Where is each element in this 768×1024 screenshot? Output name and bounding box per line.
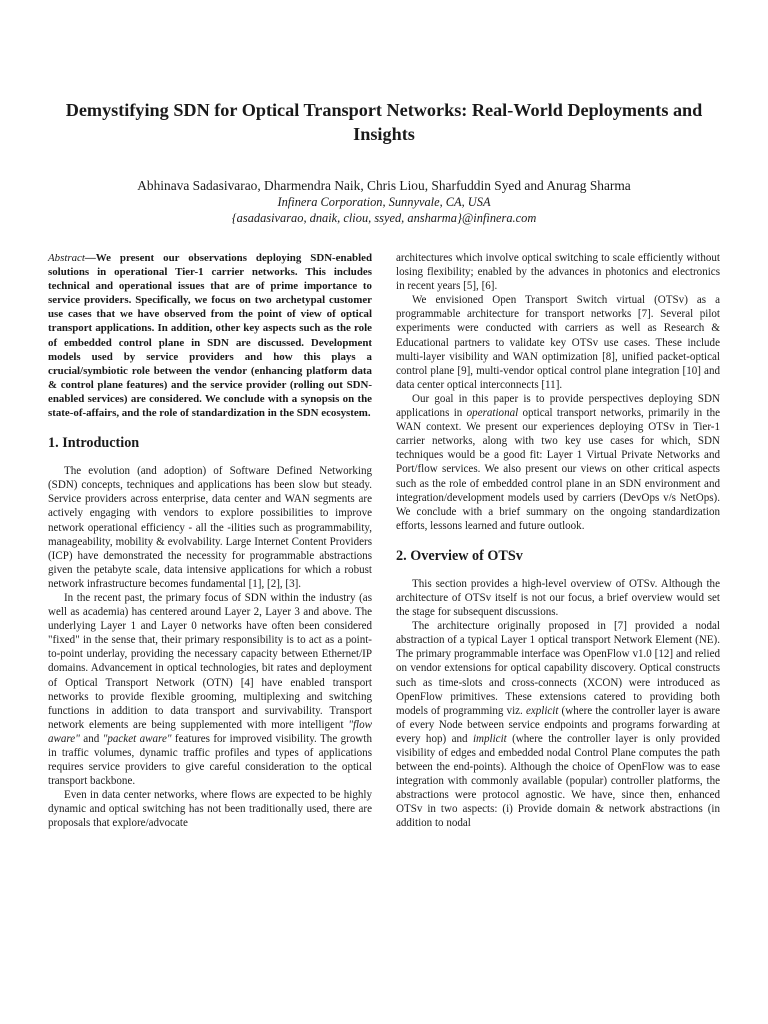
author-list: Abhinava Sadasivarao, Dharmendra Naik, Chris Liou, Sharfuddin Syed and Anurag Sharma (137, 178, 631, 193)
intro-p2-flow-aware: "flow aware" (48, 718, 372, 745)
otsv-p2-text-e: (where the controller layer is only provided visibility of edges and embedded nodal Control Plane computes the path between the end-points). Although the choice of OpenFlow was to ease integration with commonly available (popular) controller platforms, the abstractions were protocol agnostic. We have, since then, enhanced OTSv in two aspects: (i) Provide domain & network abstractions (in addition to nodal (396, 732, 720, 830)
abstract-text: —We present our observations deploying SDN-enabled solutions in operational Tier-1 carrier networks. This includes technical and operational issues that are of prime importance to service providers. Specifically, we focus on two archetypal customer use cases that we have observed from the point of view of optical transport applications. In addition, other key aspects such as the role of embedded control plane in SDN are discussed. Development models used by service providers and how this plays a crucial/symbiotic role between the vendor (enhancing platform data & control plane features) and the service provider (rolling out SDN-enabled services) are considered. We conclude with a synopsis on the state-of-affairs, and the role of standardization in the SDN ecosystem. (48, 252, 372, 420)
intro-continuation-paragraph: architectures which involve optical switching to scale efficiently without losing flexibility; enabled by the advances in photonics and electronics in recent years [5], [6]. (396, 252, 720, 293)
otsv-p2-implicit: implicit (472, 732, 507, 745)
intro-p2-text-c: and (79, 732, 103, 745)
intro-p2-text-e: features for improved visibility. The growth in traffic volumes, dynamic traffic profiles and types of applications requires service providers to give careful consideration to the optical transport backbone. (48, 732, 372, 788)
otsv-paragraph-2 (396, 619, 720, 830)
right-column (396, 251, 720, 831)
left-column (48, 251, 372, 831)
section-heading-overview-otsv: 2. Overview of OTSv (396, 547, 523, 564)
affiliation: Infinera Corporation, Sunnyvale, CA, USA (277, 195, 491, 209)
otsv-p2-explicit: explicit (525, 704, 559, 717)
goal-text-c: optical transport networks, primarily in the WAN context. We present our experiences deploying OTSv in Tier-1 carrier networks, along with two key use cases for which, SDN techniques would be a good fit: Layer 1 Virtual Private Networks and Port/flow services. We also present our views on other critical aspects such as the role of embedded control plane in an SDN environment and integration/development models used by carriers (DevOps v/s NetOps). We conclude with a brief summary on the ongoing standardization efforts, lessons learned and future outlook. (396, 407, 720, 532)
paper-title: Demystifying SDN for Optical Transport Networks: Real-World Deployments and Insights (65, 100, 703, 144)
otsv-paragraph-1: This section provides a high-level overview of OTSv. Although the architecture of OTSv itself is not our focus, a brief overview would set the stage for subsequent discussions. (396, 577, 720, 619)
otsv-p2-text-a: The architecture originally proposed in [7] provided a nodal abstraction of a typical Layer 1 optical transport Network Element (NE). The primary programmable interface was OpenFlow v1.0 [12] and relied on vendor extensions for optical capability discovery. Optical constructs such as time-slots and cross-connects (XCON) were introduced as OpenFlow primitives. These extensions catered to providing both models of programming viz. (396, 620, 720, 717)
goal-operational: operational (466, 407, 519, 420)
abstract-lead: Abstract (48, 252, 85, 264)
section-heading-introduction: 1. Introduction (48, 435, 140, 452)
goal-paragraph (396, 392, 720, 533)
otsv-p2-text-c: (where the controller layer is aware of every Node between service endpoints and programs forwarding at every hop) and (396, 704, 720, 745)
intro-p2-text-a: In the recent past, the primary focus of SDN within the industry (as well as academia) has centered around Layer 2, Layer 3 and above. The underlying Layer 1 and Layer 0 networks have often been considered "fixed" in the sense that, their primary responsibility is to act as a point-to-point underlay, providing the necessary capacity between Ethernet/IP domains. Advancement in optical technologies, bit rates and deployment of Optical Transport Network (OTN) [4] have enabled transport networks to provide flexible grooming, multiplexing and switching functions in addition to data transport and survivability. Transport network elements are being supplemented with more intelligent (48, 591, 372, 731)
intro-paragraph-2 (48, 591, 372, 788)
otsv-envisioned-paragraph: We envisioned Open Transport Switch virtual (OTSv) as a programmable architecture for transport networks [7]. Several pilot experiments were conducted with carriers as well as Research & Educational partners to validate key OTSv use cases. These include multi-layer visibility and WAN optimization [8], unified packet-optical control plane [9], multi-vendor optical control plane integration [10] and data center optical interconnects [11]. (396, 294, 720, 391)
intro-paragraph-1: The evolution (and adoption) of Software Defined Networking (SDN) concepts, techniques and applications has been slow but steady. Service providers across enterprise, data center and WAN segments are actively engaging with vendors to explore possibilities to improve network operational efficiency - all the -ilities such as programmability, manageability, mobility & evolvability. Large Internet Content Providers (ICP) have demonstrated the necessity for programmable abstractions given the petabyte scale, data intensive applications for which a robust network infrastructure becomes fundamental [1], [2], [3]. (48, 465, 372, 590)
author-emails: {asadasivarao, dnaik, cliou, ssyed, ansharma}@infinera.com (231, 211, 537, 225)
intro-p2-packet-aware: "packet aware" (102, 732, 172, 745)
abstract (48, 251, 372, 420)
intro-paragraph-3: Even in data center networks, where flows are expected to be highly dynamic and optical switching has not been traditionally used, there are proposals that explore/advocate (48, 789, 372, 830)
goal-text-a: Our goal in this paper is to provide perspectives deploying SDN applications in (396, 392, 720, 420)
